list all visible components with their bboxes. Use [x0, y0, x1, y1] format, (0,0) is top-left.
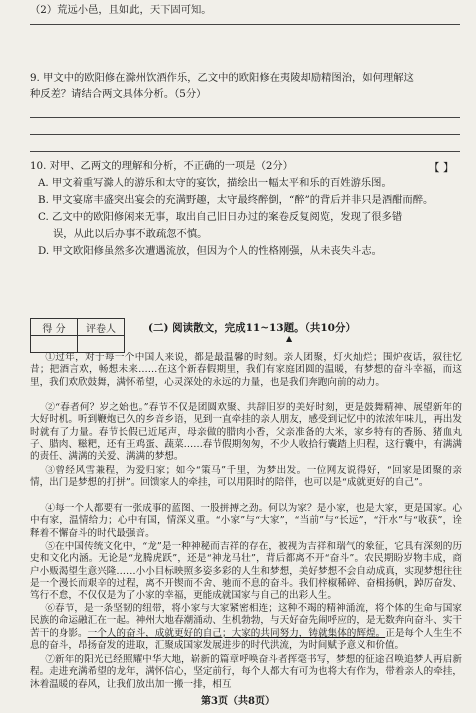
passage-para-2: ②“春者何？岁之始也。”春节不仅是团圆欢聚、共辞旧岁的美好时刻，更是鼓舞精神、展望新年的大好时机。听到鞭炮已久的乡音乡语，见到一直牵挂的亲人朋友，感受到记忆中的浓浓年味儿，再出发时就有了力量。春节长假已近尾声，母亲做的腊肉小香，父亲准备的大米，家乡特有的香肠、猪血丸子、腊肉、糍粑，还有王鸡蛋、蔬菜……春节假期匆匆，不少人收拾行囊踏上归程，这行囊中，有满满的责任、满满的关爱、满满的梦想。 — [30, 402, 462, 463]
q8-subitem-2: （2）荒远小邑，且如此，天下固可知。 — [30, 4, 212, 16]
passage-para-1: ①过年，对于每一个中国人来说，都是最温馨的时刻。亲人团聚，灯火灿烂；围炉夜话，叙往忆昔；把酒言欢，畅想未来……在这个新春假期里，我们有家庭团圆的温暖，有梦想的奋斗幸福，而这里，我们欢欣鼓舞，满怀希望，心灵深处的永远的力量，也是我们奔跑向前的动力。 — [30, 352, 462, 388]
q9-line2: 种反差？请结合两文具体分析。（5分） — [30, 88, 207, 100]
q10-option-c: C. 乙文中的欧阳修闲来无事，取出自己旧日办过的案卷反复阅览，发现了很多错 — [38, 211, 403, 223]
section-title: (二) 阅读散文，完成11~13题。（共10分） — [148, 322, 356, 334]
passage-para-5: ⑤在中国传统文化中，“龙”是一种神秘而吉祥的存在，被视为吉祥和瑞气的象征，它具有深刻的历史和文化内涵。无论是“龙腾虎跃”，还是“神龙马壮”，背后都离不开“奋斗”。农民期盼岁物丰成，商户小贩渴望生意兴隆……小小目标映照多姿多彩的人生和梦想，美好梦想不会自动成真，实现梦想往往是一个漫长而艰辛的过程，离不开锲而不舍、驰而不息的奋斗。我们梓椒稀碎、奋楫扬帆，踔厉奋发、笃行不怠，不仅仅是为了小家的幸福，更能成就国家与自己的出彩人生。 — [30, 541, 462, 602]
triangle-mark-icon: ▲ — [286, 334, 293, 343]
para-6-text-a: ⑥春节，是一条坚韧的纽带，将小家与大家紧密相连；这种不竭的精神涌流，将个体的生命与国家民族的命运融汇在一起。神州大地春潮涌动、生机勃勃，与天好奋先闹呼应的，是无数奔向奋斗、实干苦干的身影。 — [30, 603, 462, 639]
passage-para-3: ③曾经风雪兼程，为爱归家；如今“策马”千里，为梦出发。一位网友说得好，“回家是团聚的亲情，出门是梦想的打拼”。回馈家人的牵挂，可以用阳时的陪伴，也可以是“成就更好的自己”。 — [30, 465, 462, 489]
score-table — [30, 318, 125, 353]
answer-line — [30, 134, 460, 135]
answer-line — [30, 24, 460, 25]
score-label: 得 分 — [31, 319, 78, 336]
answer-line — [30, 117, 460, 118]
grader-label: 评卷人 — [78, 319, 125, 336]
q9-line1: 9. 甲文中的欧阳修在滁州饮酒作乐，乙文中的欧阳修在夷陵却励精图治，如何理解这 — [30, 72, 414, 84]
q10-option-a: A. 甲文着重写滁人的游乐和太守的宴饮，描绘出一幅太平和乐的百姓游乐图。 — [38, 177, 392, 189]
answer-line — [30, 151, 460, 152]
q10-stem: 10. 对甲、乙两文的理解和分析，不正确的一项是（2分） — [30, 160, 294, 172]
para-6-text-b: 正是每个人生生不息的奋斗，昂扬奋发的进取，汇聚成国家发展进步的时代洪流，为时间赋予意义和价值。 — [30, 627, 462, 651]
q10-option-c-cont: 误，从此以后办事不敢疏忽不慎。 — [53, 228, 208, 240]
q10-option-d: D. 甲文欧阳修虽然多次遭遇流放，但因为个人的性格刚强，从未丧失斗志。 — [38, 245, 382, 257]
grader-cell[interactable] — [78, 336, 125, 353]
page-number: 第3页（共8页） — [201, 696, 275, 707]
passage-para-7: ⑦新年的阳光已经照耀中华大地，崭新的篇章呼唤奋斗者挥毫书写，梦想的征途召唤追梦人再启新程。走进充满希望的龙年，满怀信心，坚定前行，每个人都大有可为也将大有作为，带着亲人的牵挂，沐着温暖的春风，让我们放出加一搬一排，相互 — [30, 654, 462, 690]
q10-option-b: B. 甲文宴席丰盛突出宴会的充满野趣，太守最终醉倒，“醉”的背后并非只是酒酣而醉。 — [38, 194, 434, 206]
para-6-underlined: 一个人的奋斗，成就更好的自己；大家的共同努力，铸就集体的辉煌。 — [87, 627, 386, 639]
answer-bracket: 【 】 — [428, 161, 454, 174]
passage-para-6 — [30, 603, 462, 654]
score-cell[interactable] — [31, 336, 78, 353]
passage-para-4: ④每一个人都要有一张成事的蓝图、一股拼搏之劲。何以为家？是小家，也是大家，更是国家。心中有家，温情给力；心中有国，情深义重。“小家”与“大家”，“当前”与“长远”，“汗水”与“收获”，诠释着不懈奋斗的时代最强音。 — [30, 503, 462, 539]
